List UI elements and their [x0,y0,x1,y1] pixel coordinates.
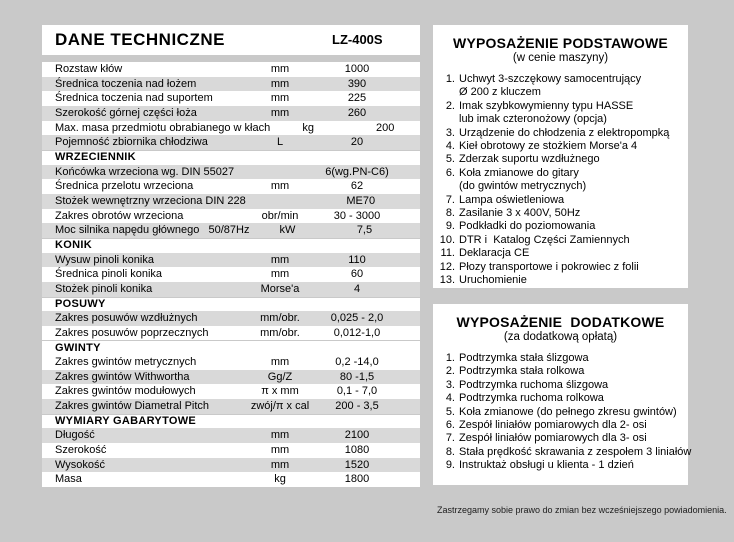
equipment-item-text: (do gwintów metrycznych) [459,180,587,193]
equipment-item-text: Deklaracja CE [459,247,530,260]
spec-row [42,223,420,238]
equipment-item-number: 12. [439,260,455,273]
standard-equipment-box [433,25,688,288]
spec-label: Masa [55,473,82,486]
additional-equipment-box [433,304,692,485]
spec-label: Rozstaw kłów [55,63,123,75]
section-header-row [42,238,420,253]
equipment-item [433,167,688,180]
spec-label: Max. masa przedmiotu obrabianego w kłach [55,121,271,134]
equipment-item-text: Koła zmianowe do gitary [459,166,579,179]
spec-value: ME70 [346,194,376,207]
equipment-item [433,392,688,405]
equipment-item [433,194,688,207]
equipment-item [433,445,692,459]
equipment-item [433,73,688,86]
spec-label: Zakres gwintów Diametral Pitch [55,400,210,413]
equipment-item-text: Stała prędkość skrawania z zespołem 3 liniałów [459,445,692,458]
spec-row [42,106,420,121]
section-header-row [42,297,420,312]
equipment-item [433,234,688,247]
equipment-item-number: 4. [445,140,455,153]
spec-row [42,311,420,326]
spec-value: 0,012-1,0 [333,326,381,339]
spec-value: 6(wg.PN-C6) [325,165,389,178]
standard-equipment-subtitle: (w cenie maszyny) [512,52,609,64]
spec-value: 1800 [344,473,370,486]
equipment-item-text: Zasilanie 3 x 400V, 50Hz [459,207,581,220]
section-header-row [42,414,420,429]
spec-row [42,326,420,341]
spec-label: KONIK [55,239,92,252]
spec-label: Stożek wewnętrzny wrzeciona DIN 228 [55,194,246,207]
spec-unit: mm/obr. [260,312,300,325]
equipment-item-text: Uruchomienie [459,274,527,287]
spec-label: WRZECIENNIK [55,151,136,164]
equipment-item-text: Zderzak suportu wzdłużnego [459,153,600,166]
equipment-item [433,100,688,113]
spec-unit: kW [279,224,296,237]
equipment-item-text: Kieł obrotowy ze stożkiem Morse'a 4 [459,140,638,153]
model-label: LZ-400S [332,32,383,47]
spec-unit: kg [274,473,286,486]
spec-value: 260 [347,106,367,119]
spec-label: WYMIARY GABARYTOWE [55,415,197,428]
equipment-item-number: 3. [445,378,455,391]
equipment-item-text: Instruktaż obsługi u klienta - 1 dzień [459,459,634,472]
spec-value: 7,5 [356,224,373,237]
spec-label: Zakres gwintów Withwortha [55,370,190,383]
equipment-item [433,459,688,472]
spec-row [42,458,420,473]
additional-equipment-title: WYPOSAŻENIE DODATKOWE [456,314,665,330]
spec-value: 62 [350,180,364,193]
page-title: DANE TECHNICZNE [55,30,225,49]
equipment-item-number: 2. [445,365,455,378]
spec-unit: mm [270,356,290,369]
standard-equipment-list [433,73,688,288]
spec-row [42,428,420,443]
equipment-item [433,419,688,432]
spec-value: 0,025 - 2,0 [330,312,384,325]
equipment-item-text: Imak szybkowymienny typu HASSE [459,99,634,112]
spec-label: Długość [55,429,95,442]
spec-label: Średnica toczenia nad suportem [55,92,213,105]
spec-label: POSUWY [55,298,106,310]
equipment-item-text: Lampa oświetleniowa [459,193,565,206]
spec-value: 225 [347,92,367,105]
equipment-item-continuation [433,86,688,99]
equipment-item-continuation [433,113,688,126]
spec-label: Szerokość górnej części łoża [55,106,197,119]
spec-label: GWINTY [55,341,101,354]
spec-value: 1520 [344,458,370,471]
equipment-item-number: 5. [445,405,455,418]
equipment-item-number: 7. [445,432,455,445]
section-header-row [42,340,420,355]
spec-row [42,62,420,77]
equipment-item-text: Podtrzymka ruchoma rolkowa [459,392,604,405]
spec-label: Zakres gwintów modułowych [55,385,196,398]
equipment-item-number: 6. [445,419,455,432]
equipment-item-text: Płozy transportowe i pokrowiec z folii [459,260,639,273]
spec-row [42,472,420,487]
spec-row [42,399,420,414]
spec-row [42,179,420,194]
spec-unit: kg [302,121,315,134]
spec-value: 200 [376,121,395,134]
equipment-item-text: Zespół liniałów pomiarowych dla 2- osi [459,419,647,432]
equipment-item-number: 10. [439,233,455,246]
spec-unit: mm [270,180,290,193]
spec-value: 1080 [344,444,370,457]
spec-row [42,253,420,268]
equipment-item-text: Ø 200 z kluczem [459,86,541,99]
spec-value: 4 [353,282,361,295]
equipment-item-text: Uchwyt 3-szczękowy samocentrujący [459,73,642,85]
equipment-item-number: 13. [439,274,455,287]
spec-label: Zakres posuwów wzdłużnych [55,312,198,325]
spec-row [42,282,420,297]
spec-value: 30 - 3000 [333,209,381,222]
spec-unit: Morse'a [260,282,300,295]
equipment-item-text: Urządzenie do chłodzenia z elektropompką [459,126,670,139]
spec-label: Pojemność zbiornika chłodziwa [55,136,208,149]
equipment-item-number: 11. [440,247,455,260]
equipment-item-text: Podtrzymka stała rolkowa [459,365,585,378]
equipment-item [433,379,688,392]
spec-row [42,135,420,150]
spec-row [42,443,420,458]
spec-unit: mm [270,458,290,471]
spec-unit: Gg/Z [267,370,293,383]
spec-label: Średnica przelotu wrzeciona [55,180,194,193]
equipment-item-text: Podtrzymka stała ślizgowa [459,352,589,364]
equipment-item [433,352,688,365]
equipment-item-number: 6. [445,166,455,179]
spec-row [42,121,420,136]
spec-unit: mm [270,429,290,442]
spec-row [42,165,420,180]
spec-row [42,355,420,370]
spec-label: Zakres obrotów wrzeciona [55,209,184,222]
spec-value: 110 [348,253,366,266]
equipment-item-text: Zespół liniałów pomiarowych dla 3- osi [459,432,647,445]
spec-unit: mm [270,77,290,90]
equipment-item-number: 9. [445,459,455,472]
spec-value: 200 - 3,5 [335,400,379,413]
spec-label: Wysokość [55,458,106,471]
spec-value: 60 [350,268,364,281]
spec-label: Końcówka wrzeciona wg. DIN 55027 [55,165,235,178]
spec-unit: obr/min [261,209,299,222]
equipment-item-text: Koła zmianowe (do pełnego zkresu gwintów) [459,405,677,418]
equipment-item-text: DTR i Katalog Części Zamiennych [459,233,630,246]
spec-label: Zakres posuwów poprzecznych [55,326,209,339]
equipment-item [433,406,688,419]
spec-table [42,62,420,487]
equipment-item [433,140,688,153]
spec-label: Moc silnika napędu głównego 50/87Hz [55,224,250,237]
spec-value: 80 -1,5 [339,370,375,383]
equipment-item [433,274,688,287]
equipment-item-number: 4. [445,392,455,405]
equipment-item-number: 5. [445,153,455,166]
spec-unit: mm [270,106,290,119]
spec-value: 0,1 - 7,0 [336,385,378,398]
spec-label: Szerokość [55,444,107,457]
spec-unit: mm [270,253,290,266]
equipment-item-number: 2. [445,99,455,112]
spec-unit: mm [270,268,290,281]
spec-row [42,91,420,106]
equipment-item [433,153,688,166]
equipment-item-number: 1. [445,73,455,85]
spec-value: 20 [350,136,364,149]
spec-value: 390 [347,77,367,90]
equipment-item-text: Podtrzymka ruchoma ślizgowa [459,378,609,391]
spec-row [42,384,420,399]
spec-unit: mm [270,63,290,75]
spec-value: 1000 [344,63,370,75]
spec-label: Średnica pinoli konika [55,268,163,281]
spec-row [42,209,420,224]
equipment-item-continuation [433,180,688,193]
equipment-item [433,261,688,274]
spec-label: Stożek pinoli konika [55,282,153,295]
equipment-item-number: 1. [445,352,455,364]
spec-unit: mm/obr. [260,326,300,339]
spec-unit: L [276,136,284,149]
spec-row [42,267,420,282]
equipment-item [433,432,688,445]
equipment-item-number: 8. [445,445,455,458]
equipment-item-number: 3. [445,126,455,139]
spec-unit: π x mm [261,385,299,398]
spec-value: 0,2 -14,0 [335,356,379,369]
technical-data-header [42,25,420,55]
equipment-item-text: lub imak czteronożowy (opcja) [459,113,607,126]
spec-row [42,77,420,92]
equipment-item [433,247,688,260]
spec-label: Zakres gwintów metrycznych [55,356,197,369]
additional-equipment-list [433,352,692,473]
spec-unit: mm [270,444,290,457]
spec-value: 2100 [344,429,370,442]
equipment-item [433,127,688,140]
equipment-item-number: 7. [445,193,455,206]
equipment-item-number: 9. [445,220,455,233]
disclaimer-note: Zastrzegamy sobie prawo do zmian bez wcześniejszego powiadomienia. [437,505,727,515]
spec-label: Średnica toczenia nad łożem [55,77,197,90]
spec-unit: zwój/π x cal [250,400,310,413]
equipment-item-text: Podkładki do poziomowania [459,220,596,233]
equipment-item [433,220,688,233]
equipment-item [433,365,688,378]
equipment-item [433,207,688,220]
spec-label: Wysuw pinoli konika [55,253,154,266]
section-header-row [42,150,420,165]
spec-row [42,370,420,385]
additional-equipment-subtitle: (za dodatkową opłatą) [503,331,618,343]
equipment-item-number: 8. [445,207,455,220]
spec-row [42,194,420,209]
standard-equipment-title: WYPOSAŻENIE PODSTAWOWE [453,35,668,51]
spec-unit: mm [270,92,290,105]
